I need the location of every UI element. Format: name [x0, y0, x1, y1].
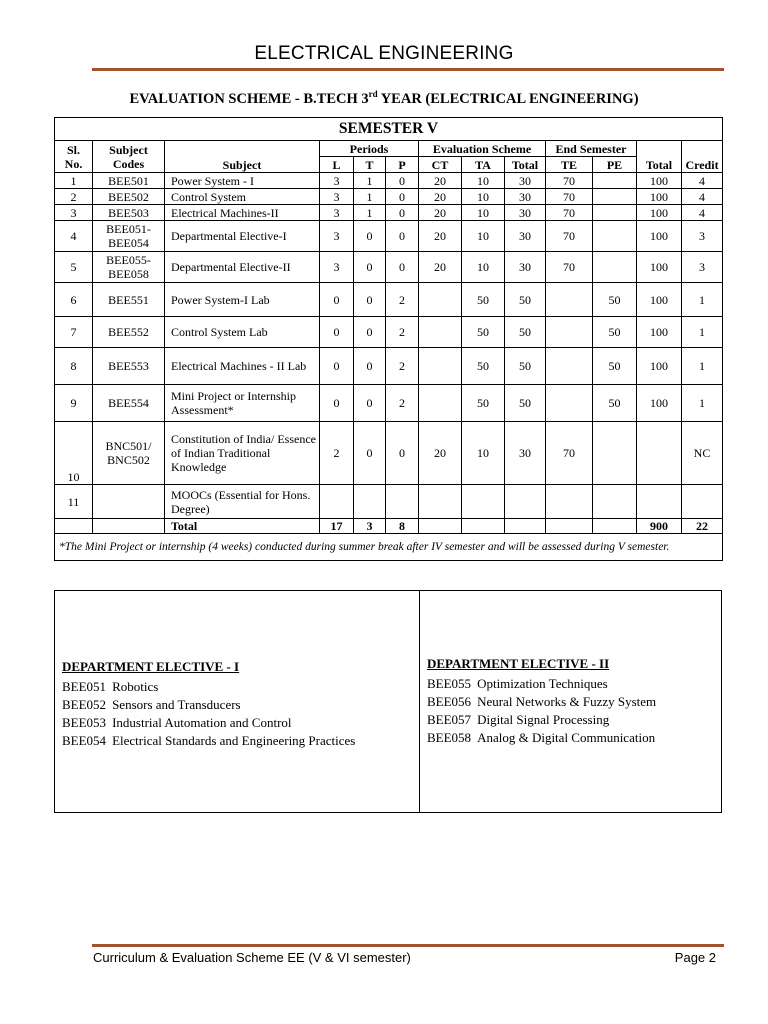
elective-code: BEE054 [62, 733, 107, 748]
elective-name: Optimization Techniques [477, 676, 608, 691]
cell-subject: Mini Project or Internship Assessment* [165, 385, 320, 422]
cell-pe: 50 [593, 385, 637, 422]
cell-subject: Departmental Elective-I [165, 221, 320, 252]
header-total: Total [637, 141, 682, 173]
cell-credit: 1 [682, 348, 723, 385]
cell-code [93, 485, 165, 519]
cell-pe [593, 205, 637, 221]
page-number: Page 2 [674, 950, 716, 965]
cell-ta [462, 485, 505, 519]
cell-p: 2 [386, 317, 419, 348]
cell-code: BEE554 [93, 385, 165, 422]
cell-p: 0 [386, 173, 419, 189]
table-row [55, 485, 723, 519]
cell-l: 0 [320, 385, 354, 422]
elective-code: BEE052 [62, 697, 107, 712]
header-credit: Credit [682, 141, 723, 173]
header-end-semester: End Semester [546, 141, 637, 157]
list-item [427, 693, 656, 711]
cell-l: 3 [320, 205, 354, 221]
elective-two-list [427, 675, 656, 747]
header-t: T [354, 157, 386, 173]
elective-code: BEE053 [62, 715, 107, 730]
cell-credit: 3 [682, 252, 723, 283]
cell-et [505, 485, 546, 519]
cell-p: 0 [386, 189, 419, 205]
cell-et: 30 [505, 221, 546, 252]
cell-t: 1 [354, 189, 386, 205]
cell-p: 0 [386, 252, 419, 283]
cell-ta: 50 [462, 317, 505, 348]
elective-one-list [62, 678, 355, 750]
cell-te: 70 [546, 422, 593, 485]
cell-ta: 10 [462, 173, 505, 189]
cell-l: 3 [320, 173, 354, 189]
elective-code: BEE056 [427, 694, 472, 709]
electives-box [54, 590, 722, 813]
elective-code: BEE058 [427, 730, 472, 745]
scheme-title-sup: rd [368, 89, 378, 99]
elective-two-title: DEPARTMENT ELECTIVE - II [427, 656, 610, 671]
cell-t: 1 [354, 173, 386, 189]
cell-l: 3 [320, 189, 354, 205]
cell-et: 30 [505, 173, 546, 189]
header-subject: Subject [165, 141, 320, 173]
cell-credit: 1 [682, 283, 723, 317]
cell-code: BEE051-BEE054 [93, 221, 165, 252]
total-label: Total [165, 519, 320, 534]
cell-subject: Control System Lab [165, 317, 320, 348]
cell-l: 3 [320, 221, 354, 252]
cell-et: 30 [505, 189, 546, 205]
cell-t: 0 [354, 252, 386, 283]
cell-code: BEE503 [93, 205, 165, 221]
scheme-title [0, 89, 768, 108]
table-row [55, 348, 723, 385]
total-cell [55, 519, 93, 534]
cell-sl: 2 [55, 189, 93, 205]
cell-sl: 1 [55, 173, 93, 189]
header-periods: Periods [320, 141, 419, 157]
cell-total [637, 485, 682, 519]
cell-p: 2 [386, 283, 419, 317]
semester-table [54, 117, 723, 561]
cell-t: 0 [354, 422, 386, 485]
cell-total: 100 [637, 221, 682, 252]
cell-et: 50 [505, 385, 546, 422]
cell-pe: 50 [593, 348, 637, 385]
cell-te [546, 385, 593, 422]
total-p: 8 [386, 519, 419, 534]
total-cell [462, 519, 505, 534]
cell-t [354, 485, 386, 519]
page-header-title: ELECTRICAL ENGINEERING [254, 43, 514, 64]
cell-l: 3 [320, 252, 354, 283]
cell-ct [419, 317, 462, 348]
cell-subject: Power System-I Lab [165, 283, 320, 317]
header-rule [92, 68, 724, 71]
cell-sl: 4 [55, 221, 93, 252]
cell-sl: 3 [55, 205, 93, 221]
header-evaluation: Evaluation Scheme [419, 141, 546, 157]
cell-total: 100 [637, 252, 682, 283]
table-row [55, 221, 723, 252]
elective-name: Digital Signal Processing [477, 712, 610, 727]
cell-total: 100 [637, 189, 682, 205]
cell-subject: Power System - I [165, 173, 320, 189]
table-row [55, 189, 723, 205]
footer-rule [92, 944, 724, 947]
cell-ct: 20 [419, 221, 462, 252]
cell-te [546, 348, 593, 385]
elective-name: Industrial Automation and Control [112, 715, 292, 730]
cell-l: 2 [320, 422, 354, 485]
cell-subject: Departmental Elective-II [165, 252, 320, 283]
list-item [62, 714, 355, 732]
elective-name: Neural Networks & Fuzzy System [477, 694, 657, 709]
cell-t: 0 [354, 348, 386, 385]
table-row [55, 283, 723, 317]
elective-name: Electrical Standards and Engineering Practices [112, 733, 356, 748]
total-cell [546, 519, 593, 534]
table-row [55, 422, 723, 485]
cell-ta: 10 [462, 205, 505, 221]
cell-ct: 20 [419, 252, 462, 283]
header-codes: Subject Codes [93, 141, 165, 173]
cell-pe: 50 [593, 317, 637, 348]
cell-et: 50 [505, 317, 546, 348]
cell-credit: 4 [682, 189, 723, 205]
header-sl: Sl. No. [55, 141, 93, 173]
cell-code: BEE501 [93, 173, 165, 189]
cell-total [637, 422, 682, 485]
cell-te [546, 283, 593, 317]
cell-ct: 20 [419, 205, 462, 221]
cell-sl: 7 [55, 317, 93, 348]
cell-te: 70 [546, 189, 593, 205]
cell-ct: 20 [419, 173, 462, 189]
cell-pe [593, 252, 637, 283]
cell-subject: Control System [165, 189, 320, 205]
cell-code: BEE552 [93, 317, 165, 348]
header-p: P [386, 157, 419, 173]
cell-subject: Electrical Machines - II Lab [165, 348, 320, 385]
cell-sl: 10 [55, 422, 93, 485]
elective-code: BEE055 [427, 676, 472, 691]
cell-total: 100 [637, 385, 682, 422]
list-item [427, 711, 656, 729]
footnote: *The Mini Project or internship (4 weeks) conducted during summer break after IV semester and will be assessed during V semester. [55, 534, 723, 561]
cell-p [386, 485, 419, 519]
cell-ta: 50 [462, 283, 505, 317]
header-pe: PE [593, 157, 637, 173]
cell-code: BEE055-BEE058 [93, 252, 165, 283]
cell-et: 30 [505, 422, 546, 485]
cell-ta: 50 [462, 348, 505, 385]
cell-ct [419, 348, 462, 385]
cell-pe: 50 [593, 283, 637, 317]
cell-te [546, 485, 593, 519]
elective-code: BEE051 [62, 679, 107, 694]
cell-p: 0 [386, 422, 419, 485]
cell-et: 30 [505, 252, 546, 283]
cell-p: 2 [386, 385, 419, 422]
cell-t: 0 [354, 283, 386, 317]
cell-total: 100 [637, 283, 682, 317]
cell-sl: 8 [55, 348, 93, 385]
cell-l: 0 [320, 283, 354, 317]
elective-code: BEE057 [427, 712, 472, 727]
cell-pe [593, 173, 637, 189]
total-cell [93, 519, 165, 534]
scheme-title-pre: EVALUATION SCHEME - B.TECH 3 [129, 90, 369, 107]
cell-ct [419, 283, 462, 317]
cell-et: 30 [505, 205, 546, 221]
cell-ta: 10 [462, 422, 505, 485]
cell-l: 0 [320, 317, 354, 348]
list-item [427, 729, 656, 747]
cell-te: 70 [546, 221, 593, 252]
totals-row [55, 519, 723, 534]
cell-t: 0 [354, 385, 386, 422]
table-row [55, 385, 723, 422]
cell-pe [593, 189, 637, 205]
table-row [55, 205, 723, 221]
cell-ta: 10 [462, 189, 505, 205]
cell-ct [419, 485, 462, 519]
total-marks: 900 [637, 519, 682, 534]
elective-name: Sensors and Transducers [112, 697, 241, 712]
header-te: TE [546, 157, 593, 173]
cell-et: 50 [505, 283, 546, 317]
cell-sl: 6 [55, 283, 93, 317]
list-item [62, 678, 355, 696]
header-ta: TA [462, 157, 505, 173]
cell-l [320, 485, 354, 519]
cell-sl: 11 [55, 485, 93, 519]
cell-credit: NC [682, 422, 723, 485]
cell-subject: Constitution of India/ Essence of Indian Traditional Knowledge [165, 422, 320, 485]
cell-te [546, 317, 593, 348]
cell-credit: 1 [682, 385, 723, 422]
total-cell [593, 519, 637, 534]
cell-te: 70 [546, 205, 593, 221]
list-item [62, 732, 355, 750]
elective-name: Robotics [112, 679, 159, 694]
cell-total: 100 [637, 205, 682, 221]
list-item [62, 696, 355, 714]
cell-te: 70 [546, 252, 593, 283]
cell-l: 0 [320, 348, 354, 385]
total-l: 17 [320, 519, 354, 534]
cell-t: 0 [354, 221, 386, 252]
cell-ct: 20 [419, 189, 462, 205]
cell-credit [682, 485, 723, 519]
cell-subject: MOOCs (Essential for Hons. Degree) [165, 485, 320, 519]
elective-two [427, 655, 656, 747]
elective-one [62, 658, 355, 750]
table-body [55, 173, 723, 519]
cell-pe [593, 485, 637, 519]
cell-et: 50 [505, 348, 546, 385]
cell-p: 0 [386, 205, 419, 221]
scheme-title-post: YEAR (ELECTRICAL ENGINEERING) [377, 90, 639, 107]
header-ct: CT [419, 157, 462, 173]
cell-total: 100 [637, 173, 682, 189]
total-t: 3 [354, 519, 386, 534]
cell-ct [419, 385, 462, 422]
list-item [427, 675, 656, 693]
cell-code: BEE551 [93, 283, 165, 317]
cell-pe [593, 221, 637, 252]
cell-ta: 10 [462, 221, 505, 252]
cell-te: 70 [546, 173, 593, 189]
elective-name: Analog & Digital Communication [477, 730, 656, 745]
cell-sl: 5 [55, 252, 93, 283]
cell-credit: 3 [682, 221, 723, 252]
table-row [55, 173, 723, 189]
cell-ta: 10 [462, 252, 505, 283]
cell-total: 100 [637, 348, 682, 385]
cell-credit: 1 [682, 317, 723, 348]
footer-text: Curriculum & Evaluation Scheme EE (V & VI semester) [93, 950, 411, 965]
table-row [55, 317, 723, 348]
cell-subject: Electrical Machines-II [165, 205, 320, 221]
cell-total: 100 [637, 317, 682, 348]
header-eval-total: Total [505, 157, 546, 173]
cell-code: BEE502 [93, 189, 165, 205]
cell-pe [593, 422, 637, 485]
semester-title: SEMESTER V [55, 118, 723, 141]
cell-p: 0 [386, 221, 419, 252]
total-credit: 22 [682, 519, 723, 534]
total-cell [505, 519, 546, 534]
cell-sl: 9 [55, 385, 93, 422]
header-l: L [320, 157, 354, 173]
cell-ct: 20 [419, 422, 462, 485]
cell-credit: 4 [682, 205, 723, 221]
elective-one-title: DEPARTMENT ELECTIVE - I [62, 659, 240, 674]
cell-code: BNC501/ BNC502 [93, 422, 165, 485]
cell-code: BEE553 [93, 348, 165, 385]
cell-t: 1 [354, 205, 386, 221]
cell-credit: 4 [682, 173, 723, 189]
cell-p: 2 [386, 348, 419, 385]
total-cell [419, 519, 462, 534]
cell-ta: 50 [462, 385, 505, 422]
table-row [55, 252, 723, 283]
cell-t: 0 [354, 317, 386, 348]
electives-divider [419, 591, 420, 812]
